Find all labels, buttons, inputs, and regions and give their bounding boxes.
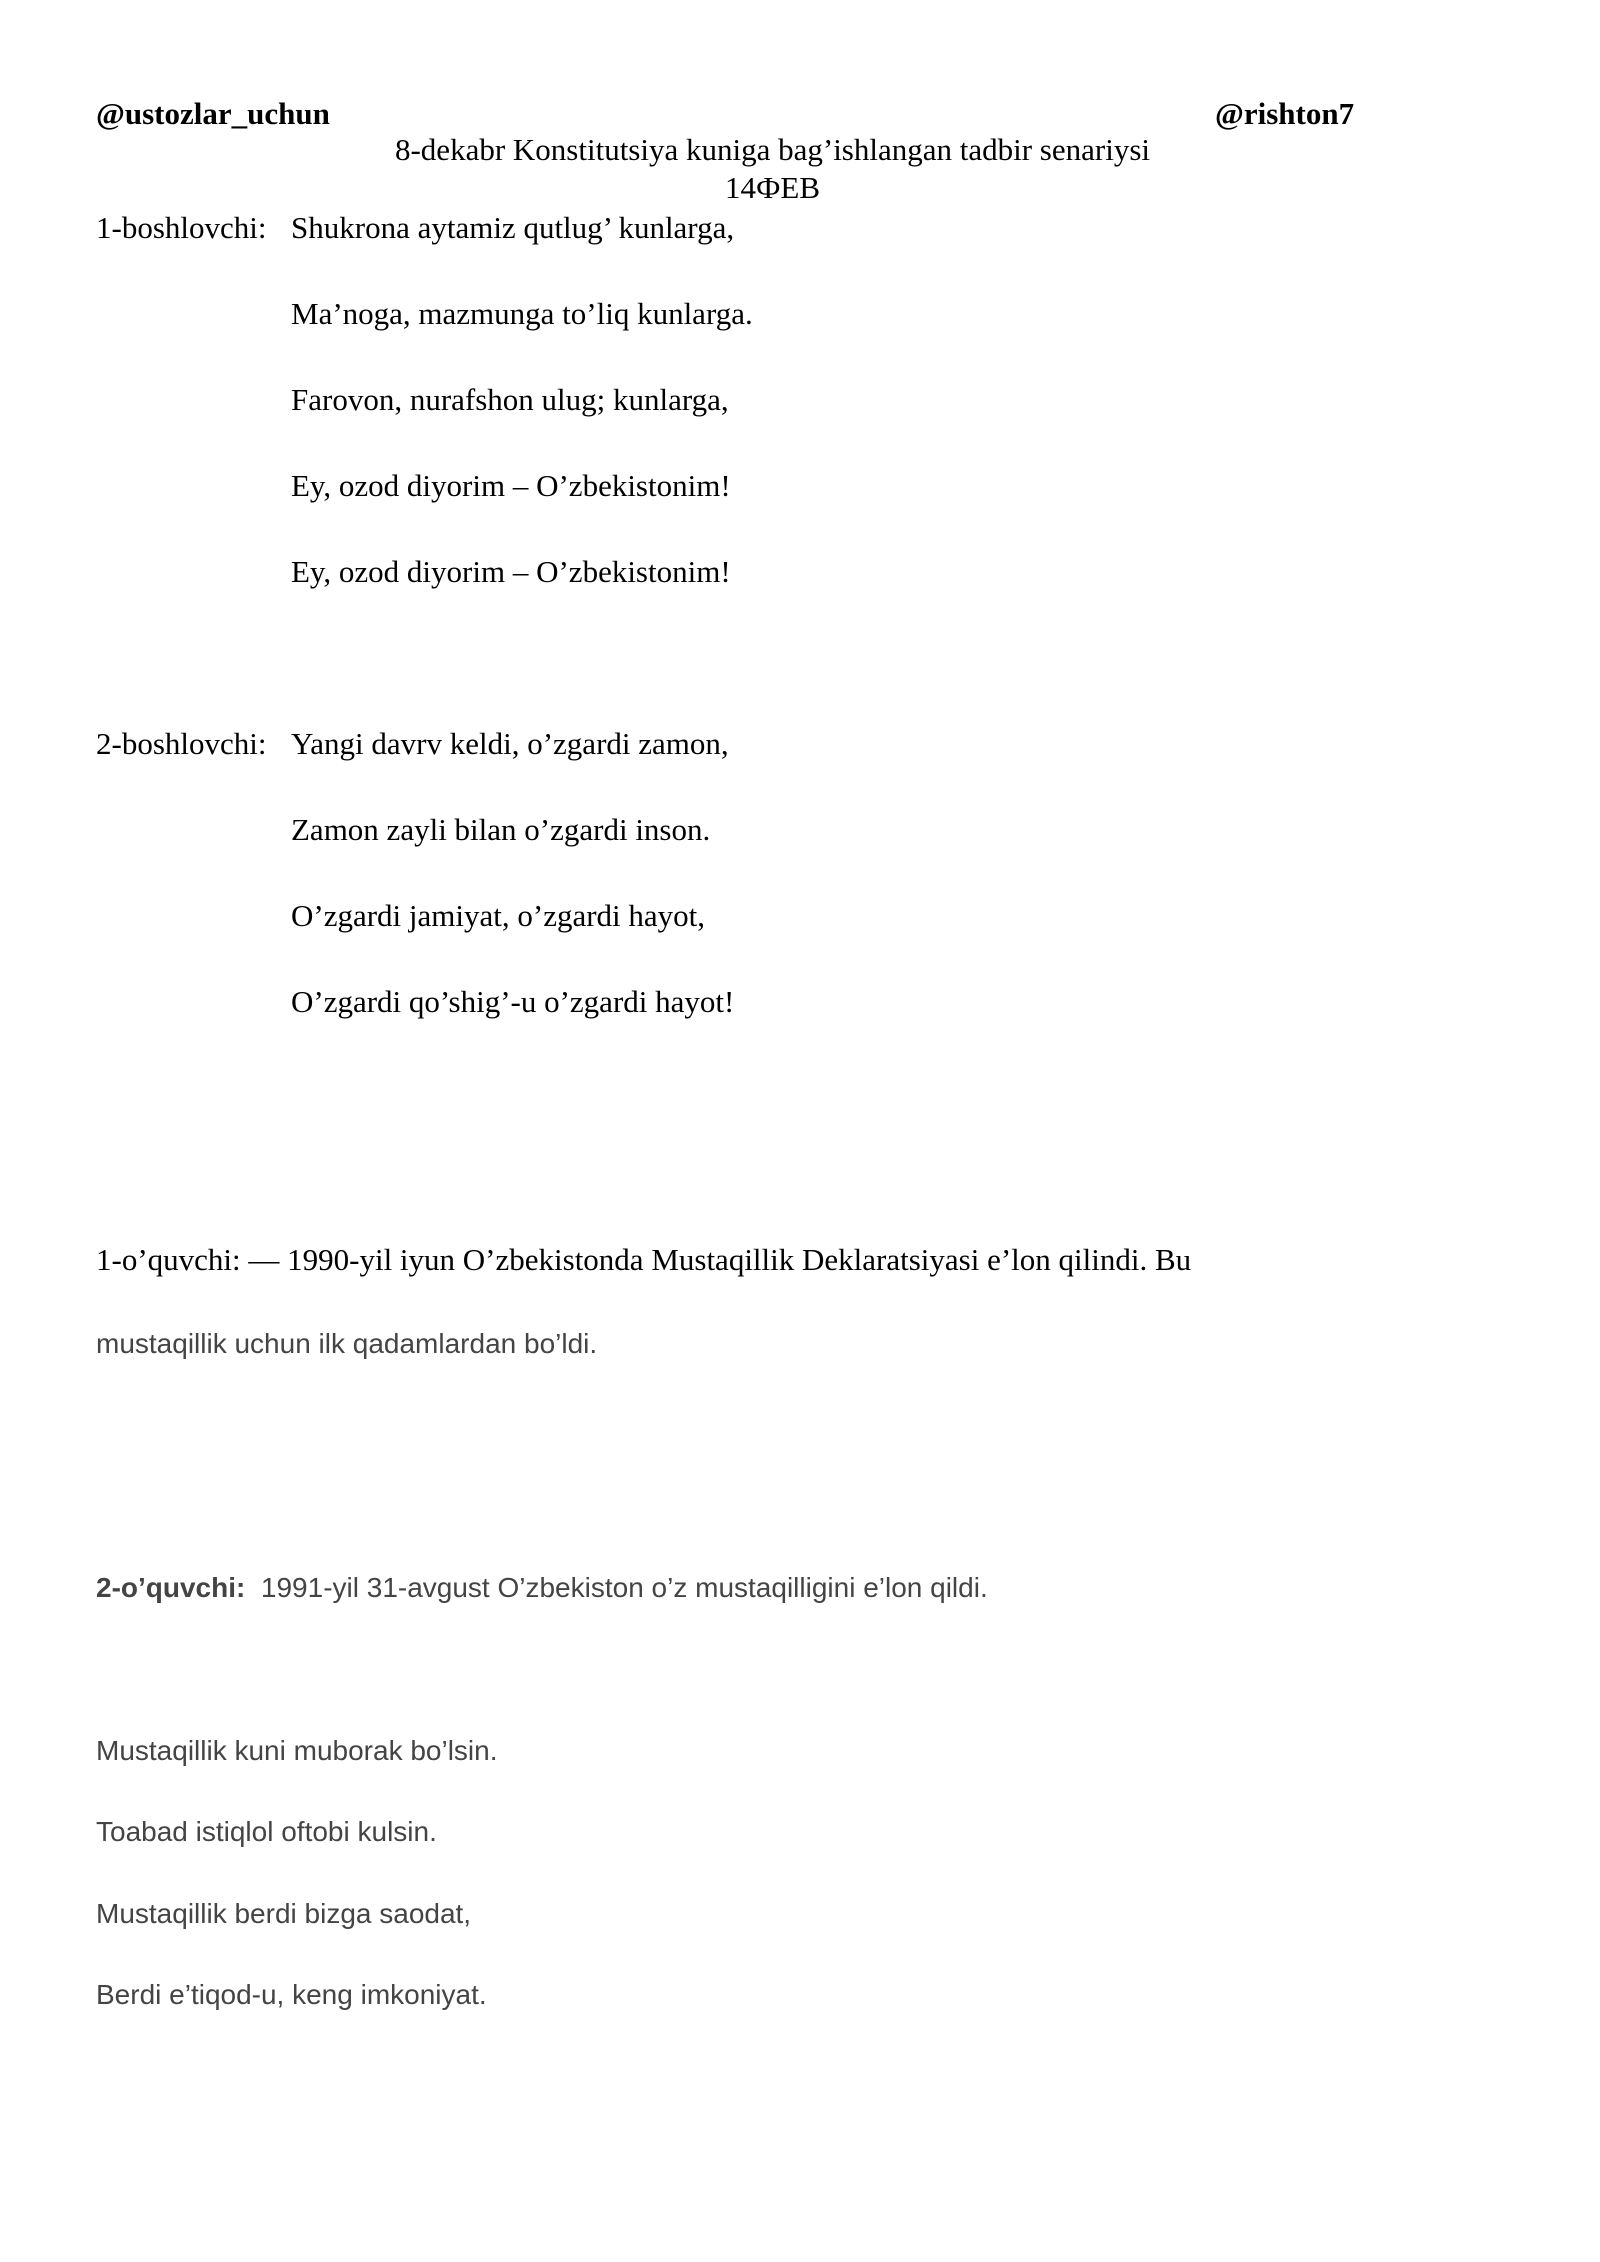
closing-line: Toabad istiqlol oftobi kulsin. [96,1816,437,1847]
reader2-paragraph [96,1572,988,1604]
verse-line: Farovon, nurafshon ulug; kunlarga, [291,382,729,417]
verse-line: O’zgardi qo’shig’-u o’zgardi hayot! [291,984,735,1019]
reader1-line-continued: mustaqillik uchun ilk qadamlardan bo’ldi. [96,1328,598,1359]
left-handle: @ustozlar_uchun [96,96,330,131]
verse-line: O’zgardi jamiyat, o’zgardi hayot, [291,898,706,933]
reader2-label: 2-o’quvchi: [96,1572,246,1603]
speaker-label-2: 2-boshlovchi: [96,726,267,761]
verse-line: Yangi davrv keldi, o’zgardi zamon, [291,726,729,761]
reader1-line: 1-o’quvchi: — 1990-yil iyun O’zbekistonda Mustaqillik Deklaratsiyasi e’lon qilindi. Bu [96,1242,1192,1277]
verse-line: Ma’noga, mazmunga to’liq kunlarga. [291,296,753,331]
verse-line: Zamon zayli bilan o’zgardi inson. [291,812,711,847]
verse-line: Shukrona aytamiz qutlug’ kunlarga, [291,210,735,245]
right-handle: @rishton7 [1215,96,1355,131]
closing-line: Berdi e’tiqod-u, keng imkoniyat. [96,1979,487,2010]
document-code: 14ФЕВ [724,170,821,205]
verse-line: Ey, ozod diyorim – O’zbekistonim! [291,468,731,503]
verse-line: Ey, ozod diyorim – O’zbekistonim! [291,554,731,589]
reader2-text: 1991-yil 31-avgust O’zbekiston o’z mustaqilligini e’lon qildi. [260,1572,988,1603]
document-title: 8-dekabr Konstitutsiya kuniga bag’ishlangan tadbir senariysi [394,132,1151,167]
speaker-label-1: 1-boshlovchi: [96,210,267,245]
closing-line: Mustaqillik kuni muborak bo’lsin. [96,1735,498,1766]
closing-line: Mustaqillik berdi bizga saodat, [96,1898,472,1929]
